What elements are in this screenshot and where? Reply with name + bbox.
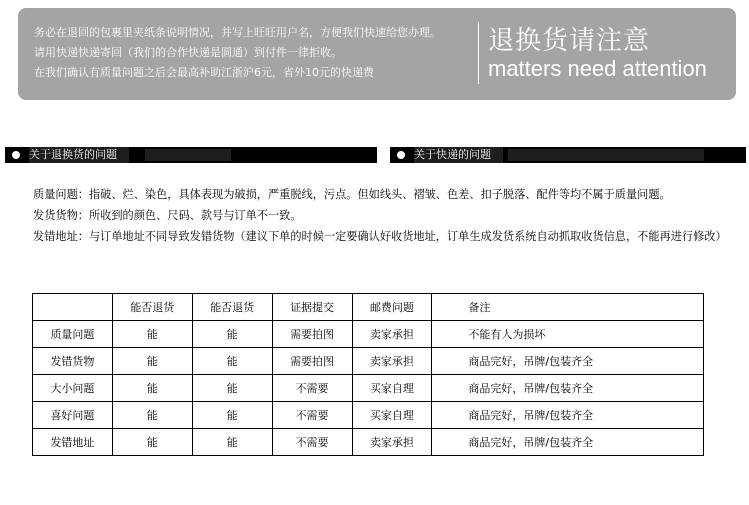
note-wrong-goods: 发货货物：所收到的颜色、尺码、款号与订单不一致。	[33, 209, 302, 222]
banner-line: 请用快递快递寄回（我们的合作快递是圆通）到付件一律拒收。	[34, 46, 342, 59]
table-cell: 不需要	[272, 375, 352, 402]
note-quality: 质量问题：指破、烂、染色，具体表现为破损，严重脱线，污点。但如线头、褶皱、色差、扣子脱落、配件等均不属于质量问题。	[33, 188, 671, 201]
table-cell: 能	[112, 429, 192, 456]
banner-line: 务必在退回的包裹里夹纸条说明情况，并写上旺旺用户名，方便我们快速给您办理。	[34, 26, 441, 39]
section-title-fill	[508, 149, 704, 161]
banner-text	[34, 23, 441, 83]
table-cell: 需要拍图	[272, 348, 352, 375]
table-cell: 能	[112, 402, 192, 429]
section-header-express	[390, 147, 746, 163]
banner-title: 退换货请注意	[488, 26, 651, 56]
table-cell: 卖家承担	[352, 429, 432, 456]
banner-subtitle: matters need attention	[488, 56, 707, 81]
table-cell: 大小问题	[33, 375, 113, 402]
notice-banner	[18, 8, 736, 100]
table-cell: 不需要	[272, 402, 352, 429]
table-cell: 发错地址	[33, 429, 113, 456]
table-cell: 卖家承担	[352, 321, 432, 348]
table-cell: 商品完好，吊牌/包装齐全	[432, 375, 704, 402]
table-cell: 能	[112, 348, 192, 375]
table-header-row	[33, 294, 704, 321]
table-cell: 发错货物	[33, 348, 113, 375]
table-cell: 卖家承担	[352, 348, 432, 375]
banner-divider	[478, 22, 479, 84]
banner-line: 在我们确认有质量问题之后会最高补助江浙沪6元，省外10元的快递费	[34, 66, 374, 79]
table-cell: 喜好问题	[33, 402, 113, 429]
table-cell: 质量问题	[33, 321, 113, 348]
table-cell: 能	[112, 375, 192, 402]
column-header: 备注	[432, 294, 704, 321]
table-cell: 能	[192, 402, 272, 429]
table-cell: 能	[112, 321, 192, 348]
column-header: 能否退货	[112, 294, 192, 321]
column-header: 能否退货	[192, 294, 272, 321]
table-cell: 买家自理	[352, 402, 432, 429]
table-cell: 能	[192, 429, 272, 456]
bullet-icon	[397, 151, 405, 159]
section-title: 关于快递的问题	[414, 147, 503, 163]
table-cell: 商品完好，吊牌/包装齐全	[432, 348, 704, 375]
section-header-returns	[5, 147, 377, 163]
table-cell: 商品完好，吊牌/包装齐全	[432, 429, 704, 456]
table-cell: 不需要	[272, 429, 352, 456]
section-title: 关于退换货的问题	[29, 147, 129, 163]
table-row	[33, 375, 704, 402]
note-wrong-address: 发错地址：与订单地址不同导致发错货物（建议下单的时候一定要确认好收货地址，订单生成发货系统自动抓取收货信息，不能再进行修改）	[33, 230, 727, 243]
table-cell: 商品完好，吊牌/包装齐全	[432, 402, 704, 429]
table-cell: 能	[192, 348, 272, 375]
table-cell: 能	[192, 375, 272, 402]
table-row	[33, 348, 704, 375]
return-policy-table	[32, 293, 704, 456]
table-cell: 需要拍图	[272, 321, 352, 348]
section-title-fill	[145, 149, 231, 161]
column-header	[33, 294, 113, 321]
column-header: 邮费问题	[352, 294, 432, 321]
table-row	[33, 429, 704, 456]
table-cell: 能	[192, 321, 272, 348]
column-header: 证据提交	[272, 294, 352, 321]
return-notes	[33, 184, 727, 247]
table-row	[33, 321, 704, 348]
table-row	[33, 402, 704, 429]
table-cell: 不能有人为损坏	[432, 321, 704, 348]
table-cell: 买家自理	[352, 375, 432, 402]
bullet-icon	[12, 151, 20, 159]
